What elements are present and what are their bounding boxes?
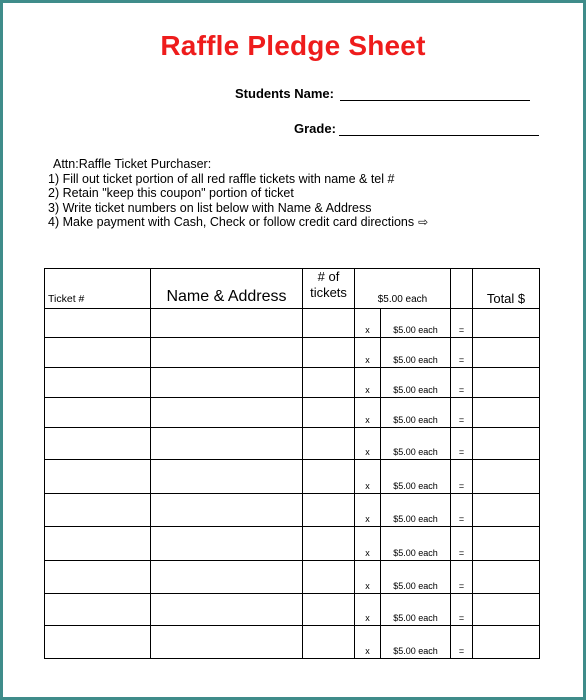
students-name-line[interactable] [340,100,530,101]
price-cell: $5.00 each [381,561,451,594]
ticket-cell[interactable] [45,428,151,460]
header-num-line1: # of [317,269,340,284]
price-cell: $5.00 each [381,460,451,494]
price-cell: $5.00 each [381,338,451,368]
num-tickets-cell[interactable] [303,460,355,494]
times-cell: x [355,309,381,338]
total-cell[interactable] [473,460,540,494]
name-address-cell[interactable] [151,494,303,527]
table-row [45,428,540,460]
equals-cell: = [451,626,473,659]
equals-cell: = [451,527,473,561]
num-tickets-cell[interactable] [303,398,355,428]
price-cell: $5.00 each [381,494,451,527]
header-price: $5.00 each [355,269,451,309]
equals-cell: = [451,494,473,527]
ticket-cell[interactable] [45,594,151,626]
price-cell: $5.00 each [381,626,451,659]
ticket-cell[interactable] [45,561,151,594]
header-num-tickets [303,269,355,309]
total-cell[interactable] [473,494,540,527]
table-row [45,460,540,494]
price-cell: $5.00 each [381,428,451,460]
equals-cell: = [451,309,473,338]
equals-cell: = [451,368,473,398]
header-ticket: Ticket # [45,269,151,309]
name-address-cell[interactable] [151,594,303,626]
instruction-step-1: 1) Fill out ticket portion of all red raffle tickets with name & tel # [48,171,395,186]
table-row [45,494,540,527]
table-row [45,561,540,594]
students-name-label: Students Name: [235,86,334,101]
name-address-cell[interactable] [151,460,303,494]
times-cell: x [355,428,381,460]
num-tickets-cell[interactable] [303,626,355,659]
ticket-cell[interactable] [45,398,151,428]
price-cell: $5.00 each [381,527,451,561]
table-row [45,368,540,398]
price-cell: $5.00 each [381,594,451,626]
header-total: Total $ [473,269,540,309]
table-header-row [45,269,540,309]
equals-cell: = [451,428,473,460]
name-address-cell[interactable] [151,338,303,368]
instructions [48,157,428,230]
price-cell: $5.00 each [381,309,451,338]
header-name-address: Name & Address [151,269,303,309]
instruction-step-2: 2) Retain "keep this coupon" portion of ticket [48,186,294,200]
num-tickets-cell[interactable] [303,428,355,460]
num-tickets-cell[interactable] [303,309,355,338]
table-row [45,527,540,561]
num-tickets-cell[interactable] [303,561,355,594]
grade-line[interactable] [339,135,539,136]
students-name-field [235,86,334,101]
price-cell: $5.00 each [381,398,451,428]
table-row [45,626,540,659]
total-cell[interactable] [473,398,540,428]
total-cell[interactable] [473,368,540,398]
equals-cell: = [451,338,473,368]
price-cell: $5.00 each [381,368,451,398]
num-tickets-cell[interactable] [303,368,355,398]
ticket-cell[interactable] [45,309,151,338]
total-cell[interactable] [473,428,540,460]
ticket-cell[interactable] [45,368,151,398]
times-cell: x [355,338,381,368]
equals-cell: = [451,460,473,494]
times-cell: x [355,368,381,398]
ticket-cell[interactable] [45,626,151,659]
times-cell: x [355,561,381,594]
times-cell: x [355,527,381,561]
times-cell: x [355,594,381,626]
total-cell[interactable] [473,594,540,626]
table-row [45,398,540,428]
arrow-right-icon: ⇨ [418,215,429,229]
instructions-attn: Attn:Raffle Ticket Purchaser: [53,157,212,171]
grade-label: Grade: [294,121,336,136]
equals-cell: = [451,561,473,594]
table-row [45,594,540,626]
header-num-line2: tickets [310,285,347,300]
ticket-cell[interactable] [45,338,151,368]
grade-field [294,121,336,136]
name-address-cell[interactable] [151,561,303,594]
equals-cell: = [451,594,473,626]
num-tickets-cell[interactable] [303,527,355,561]
total-cell[interactable] [473,527,540,561]
times-cell: x [355,398,381,428]
times-cell: x [355,494,381,527]
ticket-cell[interactable] [45,494,151,527]
name-address-cell[interactable] [151,398,303,428]
times-cell: x [355,460,381,494]
name-address-cell[interactable] [151,368,303,398]
times-cell: x [355,626,381,659]
page-title: Raffle Pledge Sheet [160,30,426,61]
total-cell[interactable] [473,309,540,338]
total-cell[interactable] [473,561,540,594]
name-address-cell[interactable] [151,626,303,659]
name-address-cell[interactable] [151,428,303,460]
name-address-cell[interactable] [151,527,303,561]
table-row [45,309,540,338]
ticket-cell[interactable] [45,460,151,494]
header-equals-blank [451,269,473,309]
total-cell[interactable] [473,338,540,368]
num-tickets-cell[interactable] [303,594,355,626]
instruction-step-4-text: 4) Make payment with Cash, Check or follow credit card directions [48,215,415,229]
equals-cell: = [451,398,473,428]
total-cell[interactable] [473,626,540,659]
num-tickets-cell[interactable] [303,494,355,527]
ticket-cell[interactable] [45,527,151,561]
instruction-step-3: 3) Write ticket numbers on list below with Name & Address [48,200,372,215]
name-address-cell[interactable] [151,309,303,338]
instruction-step-4 [48,215,428,230]
num-tickets-cell[interactable] [303,338,355,368]
pledge-table [44,268,540,659]
table-row [45,338,540,368]
